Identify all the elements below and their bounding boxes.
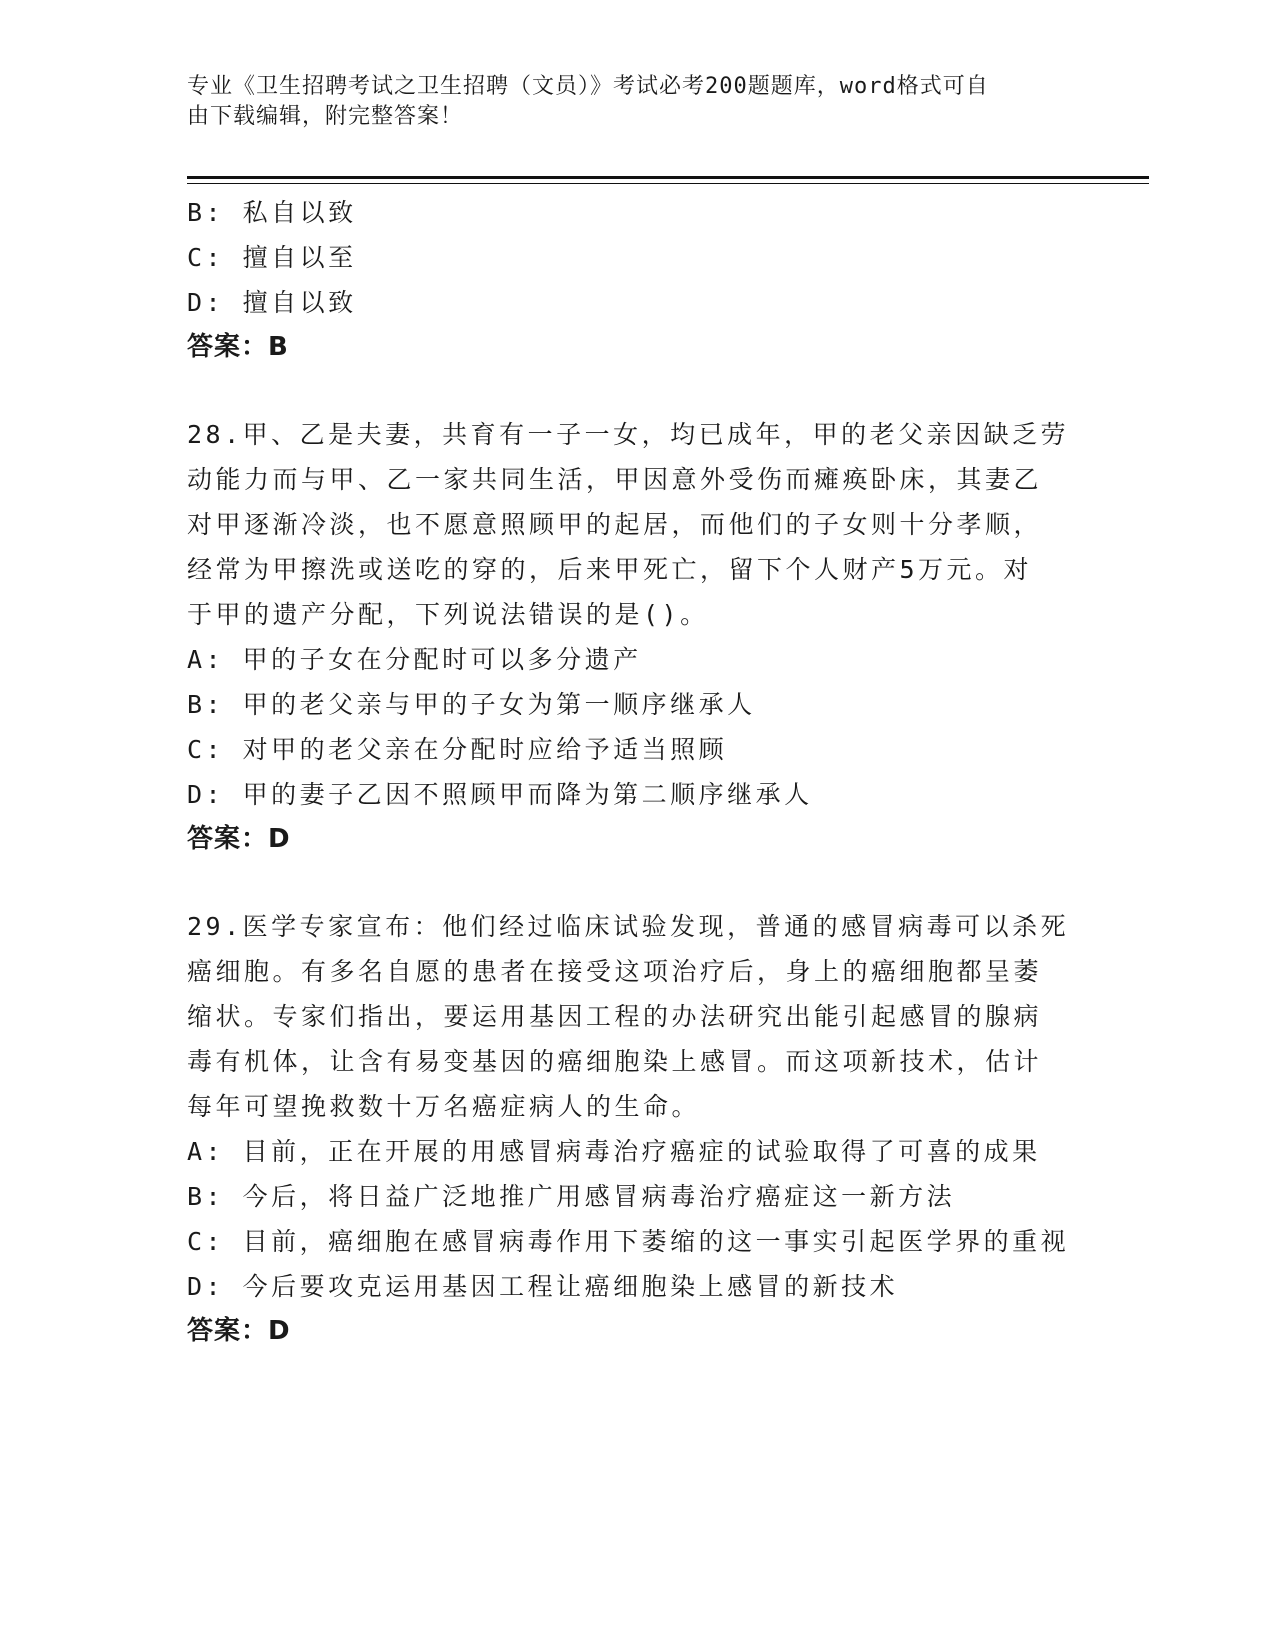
question-29-stem-line: 每年可望挽救数十万名癌症病人的生命。 bbox=[187, 1092, 701, 1121]
question-27-option-b: B: 私自以致 bbox=[187, 198, 357, 227]
spacer bbox=[187, 862, 1087, 904]
question-29-option-a: A: 目前，正在开展的用感冒病毒治疗癌症的试验取得了可喜的成果 bbox=[187, 1137, 1041, 1166]
question-28-stem-line: 于甲的遗产分配，下列说法错误的是()。 bbox=[187, 600, 709, 629]
question-29-answer: 答案：D bbox=[187, 1316, 291, 1346]
page-header bbox=[187, 72, 1067, 132]
question-28-option-d: D: 甲的妻子乙因不照顾甲而降为第二顺序继承人 bbox=[187, 780, 813, 809]
question-29-stem-line: 29.医学专家宣布：他们经过临床试验发现，普通的感冒病毒可以杀死 bbox=[187, 912, 1070, 941]
question-28-stem-line: 对甲逐渐冷淡，也不愿意照顾甲的起居，而他们的子女则十分孝顺， bbox=[187, 510, 1043, 539]
question-28-stem-line: 经常为甲擦洗或送吃的穿的，后来甲死亡，留下个人财产5万元。对 bbox=[187, 555, 1033, 584]
question-29-stem-line: 癌细胞。有多名自愿的患者在接受这项治疗后，身上的癌细胞都呈萎 bbox=[187, 957, 1043, 986]
spacer bbox=[187, 370, 1087, 412]
header-divider-thick bbox=[187, 176, 1149, 179]
question-28-option-b: B: 甲的老父亲与甲的子女为第一顺序继承人 bbox=[187, 690, 756, 719]
question-29-option-b: B: 今后，将日益广泛地推广用感冒病毒治疗癌症这一新方法 bbox=[187, 1182, 956, 1211]
question-27-answer: 答案：B bbox=[187, 332, 289, 362]
question-28-stem-line: 动能力而与甲、乙一家共同生活，甲因意外受伤而瘫痪卧床，其妻乙 bbox=[187, 465, 1043, 494]
question-27-block bbox=[187, 190, 1087, 370]
question-28-block bbox=[187, 412, 1087, 862]
question-29-option-d: D: 今后要攻克运用基因工程让癌细胞染上感冒的新技术 bbox=[187, 1272, 899, 1301]
question-list bbox=[187, 190, 1087, 1354]
question-29-stem-line: 毒有机体，让含有易变基因的癌细胞染上感冒。而这项新技术，估计 bbox=[187, 1047, 1043, 1076]
question-28-option-a: A: 甲的子女在分配时可以多分遗产 bbox=[187, 645, 642, 674]
question-29-option-c: C: 目前，癌细胞在感冒病毒作用下萎缩的这一事实引起医学界的重视 bbox=[187, 1227, 1070, 1256]
question-28-answer: 答案：D bbox=[187, 824, 291, 854]
header-title-line-2: 由下载编辑，附完整答案！ bbox=[187, 104, 464, 129]
question-29-stem-line: 缩状。专家们指出，要运用基因工程的办法研究出能引起感冒的腺病 bbox=[187, 1002, 1043, 1031]
question-28-stem-line: 28.甲、乙是夫妻，共育有一子一女，均已成年，甲的老父亲因缺乏劳 bbox=[187, 420, 1070, 449]
header-title-line-1: 专业《卫生招聘考试之卫生招聘（文员）》考试必考200题题库，word格式可自 bbox=[187, 74, 989, 99]
header-divider-thin bbox=[187, 183, 1149, 184]
question-27-option-d: D: 擅自以致 bbox=[187, 288, 357, 317]
question-28-option-c: C: 对甲的老父亲在分配时应给予适当照顾 bbox=[187, 735, 728, 764]
question-29-block bbox=[187, 904, 1087, 1354]
question-27-option-c: C: 擅自以至 bbox=[187, 243, 357, 272]
